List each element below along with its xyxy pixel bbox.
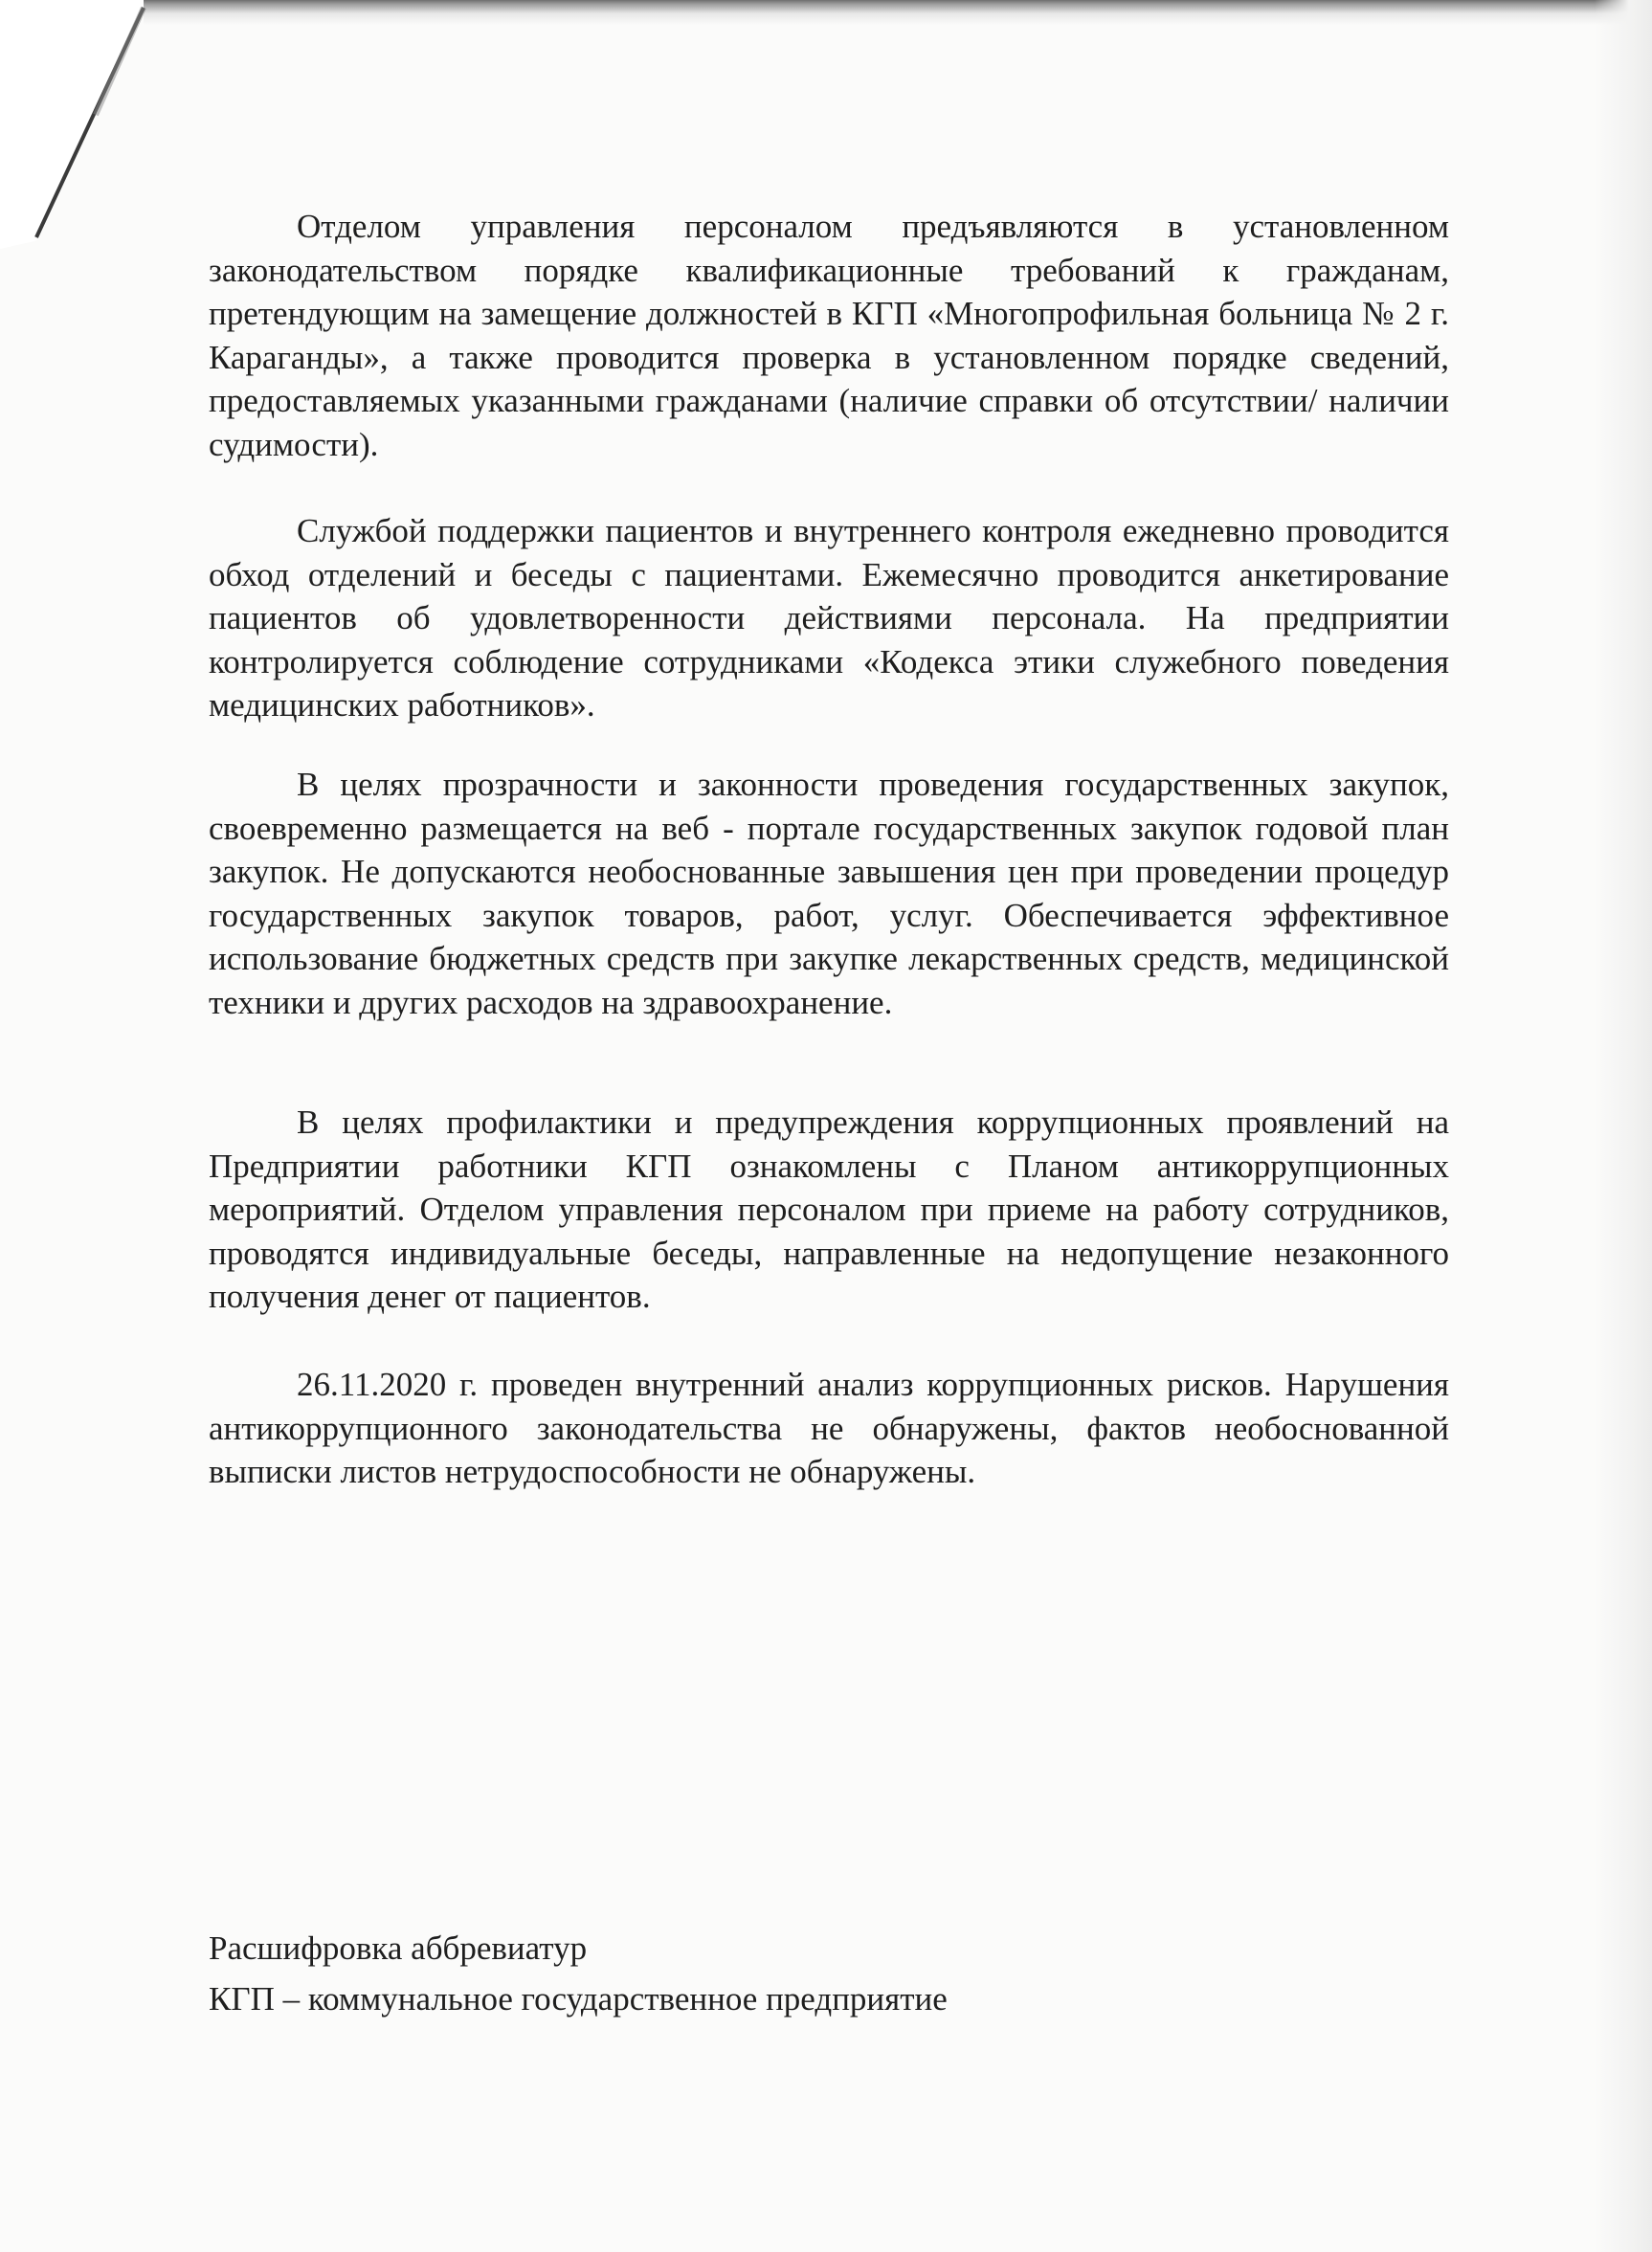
paragraph-procurement: В целях прозрачности и законности проведения государственных закупок, своевременно размещается на веб - портале государственных закупок годовой план закупок. Не допускаются необоснованные завышения цен при проведении процедур государственных закупок товаров, работ, услуг. Обеспечивается эффективное использование бюджетных средств при закупке лекарственных средств, медицинской техники и других расходов на здравоохранение. [209, 766, 1449, 1021]
paragraph-risk-analysis: 26.11.2020 г. проведен внутренний анализ коррупционных рисков. Нарушения антикоррупционного законодательства не обнаружены, фактов необоснованной выписки листов нетрудоспособности не обнаружены. [209, 1366, 1449, 1490]
folded-corner-mark [0, 0, 163, 249]
paragraph-patient-support: Службой поддержки пациентов и внутреннего контроля ежедневно проводится обход отделений и беседы с пациентами. Ежемесячно проводится анкетирование пациентов об удовлетворенности действиями персонала. На предприятии контролируется соблюдение сотрудниками «Кодекса этики служебного поведения медицинских работников». [209, 512, 1449, 724]
scan-right-edge [1595, 0, 1652, 2252]
paragraph-hr-requirements: Отделом управления персоналом предъявляются в установленном законодательством порядке квалификационные требований к гражданам, претендующим на замещение должностей в КГП «Многопрофильная больница № 2 г. Караганды», а также проводится проверка в установленном порядке сведений, предоставляемых указанными гражданами (наличие справки об отсутствии/ наличии судимости). [209, 208, 1449, 463]
paragraph-anticorruption-plan: В целях профилактики и предупреждения коррупционных проявлений на Предприятии работники КГП ознакомлены с Планом антикоррупционных мероприятий. Отделом управления персоналом при приеме на работу сотрудников, проводятся индивидуальные беседы, направленные на недопущение незаконного получения денег от пациентов. [209, 1104, 1449, 1315]
abbreviations-title: Расшифровка аббревиатур [209, 1929, 588, 1967]
abbreviation-item: КГП – коммунальное государственное предприятие [209, 1980, 948, 2018]
scan-top-edge [144, 0, 1652, 25]
